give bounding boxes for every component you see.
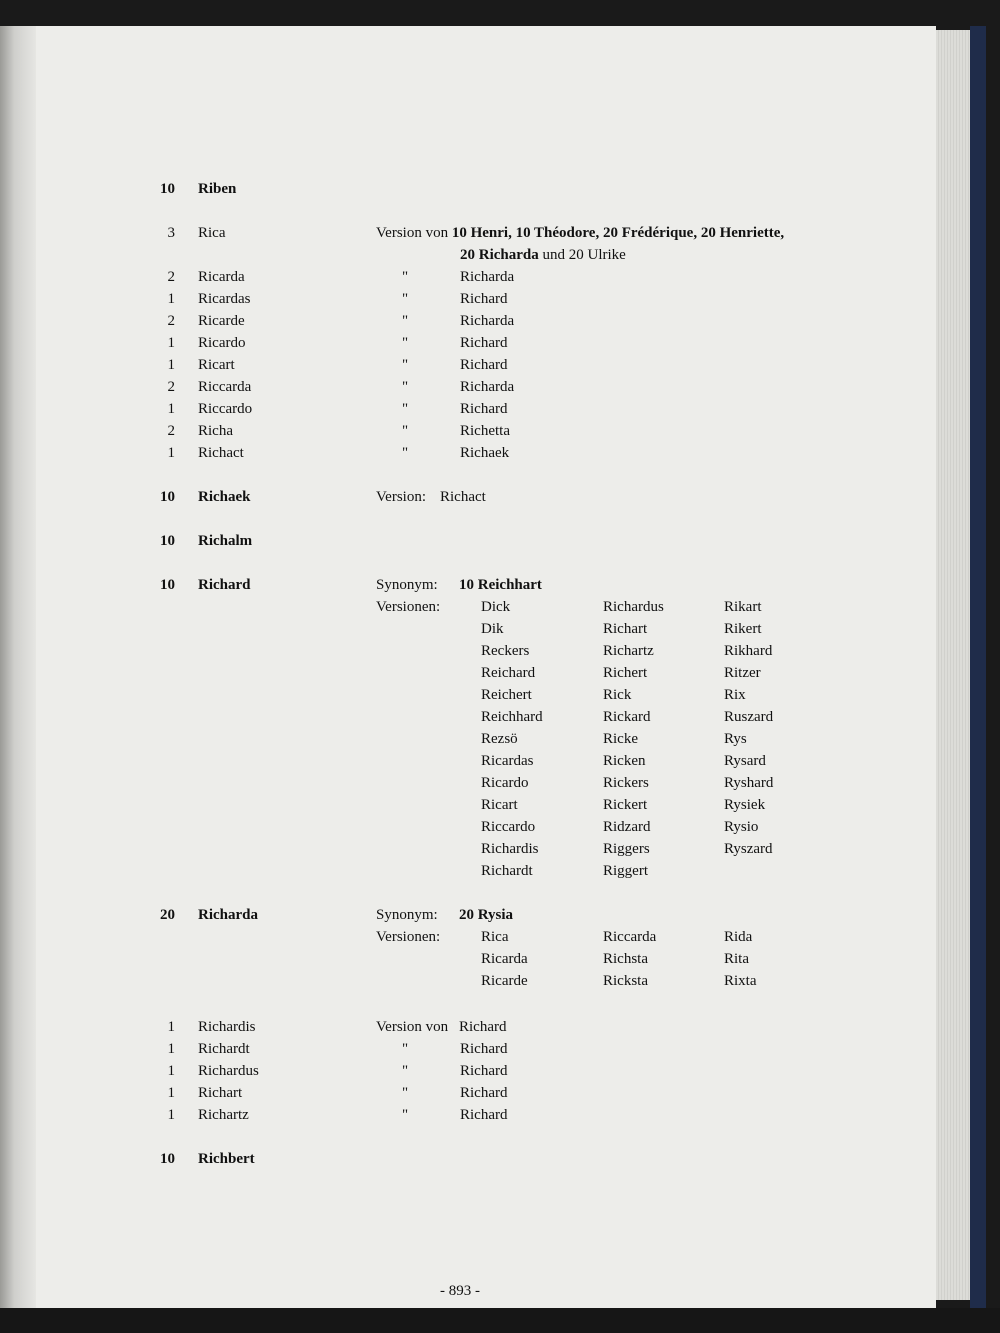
ditto-mark: " [402,313,409,329]
entry-name: Richalm [198,533,253,549]
richarda-version-item: Richsta [603,951,648,967]
entry-name: Ricart [198,357,235,373]
version-targets-2: 20 Richarda [460,247,539,263]
ditto-mark: " [402,1085,409,1101]
entry-count: 1 [167,1019,175,1035]
richard-version-item: Rysiek [724,797,766,813]
entry-count: 10 [160,533,175,549]
richard-version-item: Dick [481,599,511,615]
entry-reference: Richard [459,1019,507,1035]
entry-count: 10 [160,577,175,593]
ditto-mark: " [402,1063,409,1079]
richard-version-item: Ricart [481,797,518,813]
ditto-mark: " [402,401,409,417]
version-targets: 10 Henri, 10 Théodore, 20 Frédérique, 20 Henriette, [451,225,785,241]
richard-version-item: Ruszard [724,709,774,725]
entry-reference: Richarda [460,269,515,285]
entry-name: Richa [198,423,233,439]
entry-name: Riccardo [198,401,253,417]
richarda-version-item: Rica [481,929,509,945]
ditto-mark: " [402,1107,409,1123]
versions-label: Versionen: [376,929,441,945]
richard-version-item: Richardis [481,841,539,857]
entry-count: 1 [167,1085,175,1101]
entry-name: Richart [198,1085,243,1101]
entry-name: Riccarda [198,379,252,395]
richard-version-item: Riccardo [481,819,536,835]
richard-version-item: Riggert [603,863,648,879]
richard-version-item: Rikart [724,599,762,615]
richarda-version-item: Riccarda [603,929,657,945]
entry-label: Version von [376,1019,449,1035]
entry-count: 1 [167,335,175,351]
entry-count: 20 [160,907,175,923]
ditto-mark: " [402,423,409,439]
richard-version-item: Richert [603,665,648,681]
page-fore-edge [936,30,970,1300]
entry-name: Ricarde [198,313,245,329]
entry-name: Richard [198,577,251,593]
richard-version-item: Richardus [603,599,664,615]
entry-reference: Richarda [460,379,515,395]
richard-version-item: Ricardas [481,753,534,769]
entry-name: Richardis [198,1019,256,1035]
entry-reference: Richard [460,1107,508,1123]
richarda-version-item: Ricksta [603,973,648,989]
synonym-value: 10 Reichhart [459,577,542,593]
entry-count: 1 [167,445,175,461]
entry-count: 1 [167,1063,175,1079]
richard-version-item: Ryszard [724,841,773,857]
entry-name: Richartz [198,1107,249,1123]
richarda-version-item: Ricarda [481,951,528,967]
richarda-version-item: Rixta [724,973,757,989]
entry-reference: Richetta [460,423,510,439]
version-label: Version von [376,225,452,241]
richard-version-item: Ricke [603,731,638,747]
entry-name: Rica [198,225,226,241]
ditto-mark: " [402,291,409,307]
richard-version-item: Richart [603,621,648,637]
richard-version-item: Reichert [481,687,532,703]
entry-name: Richact [198,445,244,461]
entry-reference: Richard [460,1063,508,1079]
entry-reference: Richard [460,1085,508,1101]
entry-reference: Richard [460,401,508,417]
richard-version-item: Rickers [603,775,649,791]
richard-version-item: Richartz [603,643,654,659]
page-number: - 893 - [440,1283,480,1299]
richard-version-item: Reckers [481,643,530,659]
entry-count: 2 [167,423,175,439]
ditto-mark: " [402,379,409,395]
entry-name: Ricardas [198,291,251,307]
ditto-mark: " [402,269,409,285]
richard-version-item: Rick [603,687,632,703]
entry-count: 10 [160,489,175,505]
entry-reference: Richact [440,489,486,505]
entry-count: 1 [167,401,175,417]
entry-count: 3 [167,225,175,241]
ditto-mark: " [402,335,409,351]
entry-reference: Richard [460,291,508,307]
entry-name: Ricarda [198,269,245,285]
entry-count: 2 [167,379,175,395]
entry-version-line-2 [460,246,626,264]
entry-count: 1 [167,1107,175,1123]
entry-name: Richarda [198,907,258,923]
entry-version-line [376,224,784,242]
entry-name: Richaek [198,489,251,505]
entry-count: 1 [167,291,175,307]
richarda-version-item: Rida [724,929,753,945]
entry-count: 10 [160,181,175,197]
synonym-value: 20 Rysia [459,907,514,923]
entry-name: Riben [198,181,237,197]
richard-version-item: Richardt [481,863,533,879]
entry-count: 10 [160,1151,175,1167]
entry-reference: Richard [460,357,508,373]
entry-name: Richardt [198,1041,250,1057]
richard-version-item: Riggers [603,841,650,857]
richard-version-item: Rickert [603,797,648,813]
version-targets-rest: und 20 Ulrike [538,247,626,263]
synonym-label: Synonym: [376,907,438,923]
entry-count: 2 [167,313,175,329]
richard-version-item: Rezsö [481,731,518,747]
entry-name: Ricardo [198,335,246,351]
entry-reference: Richaek [460,445,510,461]
entry-count: 1 [167,357,175,373]
richard-version-item: Ritzer [724,665,761,681]
entry-reference: Richard [460,1041,508,1057]
entry-name: Richardus [198,1063,259,1079]
versions-label: Versionen: [376,599,441,615]
richard-version-item: Ridzard [603,819,651,835]
ditto-mark: " [402,445,409,461]
richarda-version-item: Rita [724,951,749,967]
entry-count: 1 [167,1041,175,1057]
entry-reference: Richard [460,335,508,351]
richard-version-item: Dik [481,621,504,637]
ditto-mark: " [402,357,409,373]
richard-version-item: Rix [724,687,746,703]
richard-version-item: Rys [724,731,747,747]
richard-version-item: Rikhard [724,643,773,659]
richard-version-item: Rysio [724,819,759,835]
richarda-version-item: Ricarde [481,973,528,989]
book-cover-edge [970,26,986,1311]
richard-version-item: Ricken [603,753,646,769]
richard-version-item: Rikert [724,621,762,637]
entry-label: Version: [376,489,426,505]
ditto-mark: " [402,1041,409,1057]
entry-count: 2 [167,269,175,285]
richard-version-item: Rickard [603,709,651,725]
richard-version-item: Ryshard [724,775,774,791]
entry-reference: Richarda [460,313,515,329]
richard-version-item: Rysard [724,753,766,769]
synonym-label: Synonym: [376,577,438,593]
book-spine-shadow [0,26,36,1308]
richard-version-item: Reichard [481,665,536,681]
background-strip [0,1308,1000,1333]
entry-name: Richbert [198,1151,255,1167]
richard-version-item: Ricardo [481,775,529,791]
richard-version-item: Reichhard [481,709,543,725]
